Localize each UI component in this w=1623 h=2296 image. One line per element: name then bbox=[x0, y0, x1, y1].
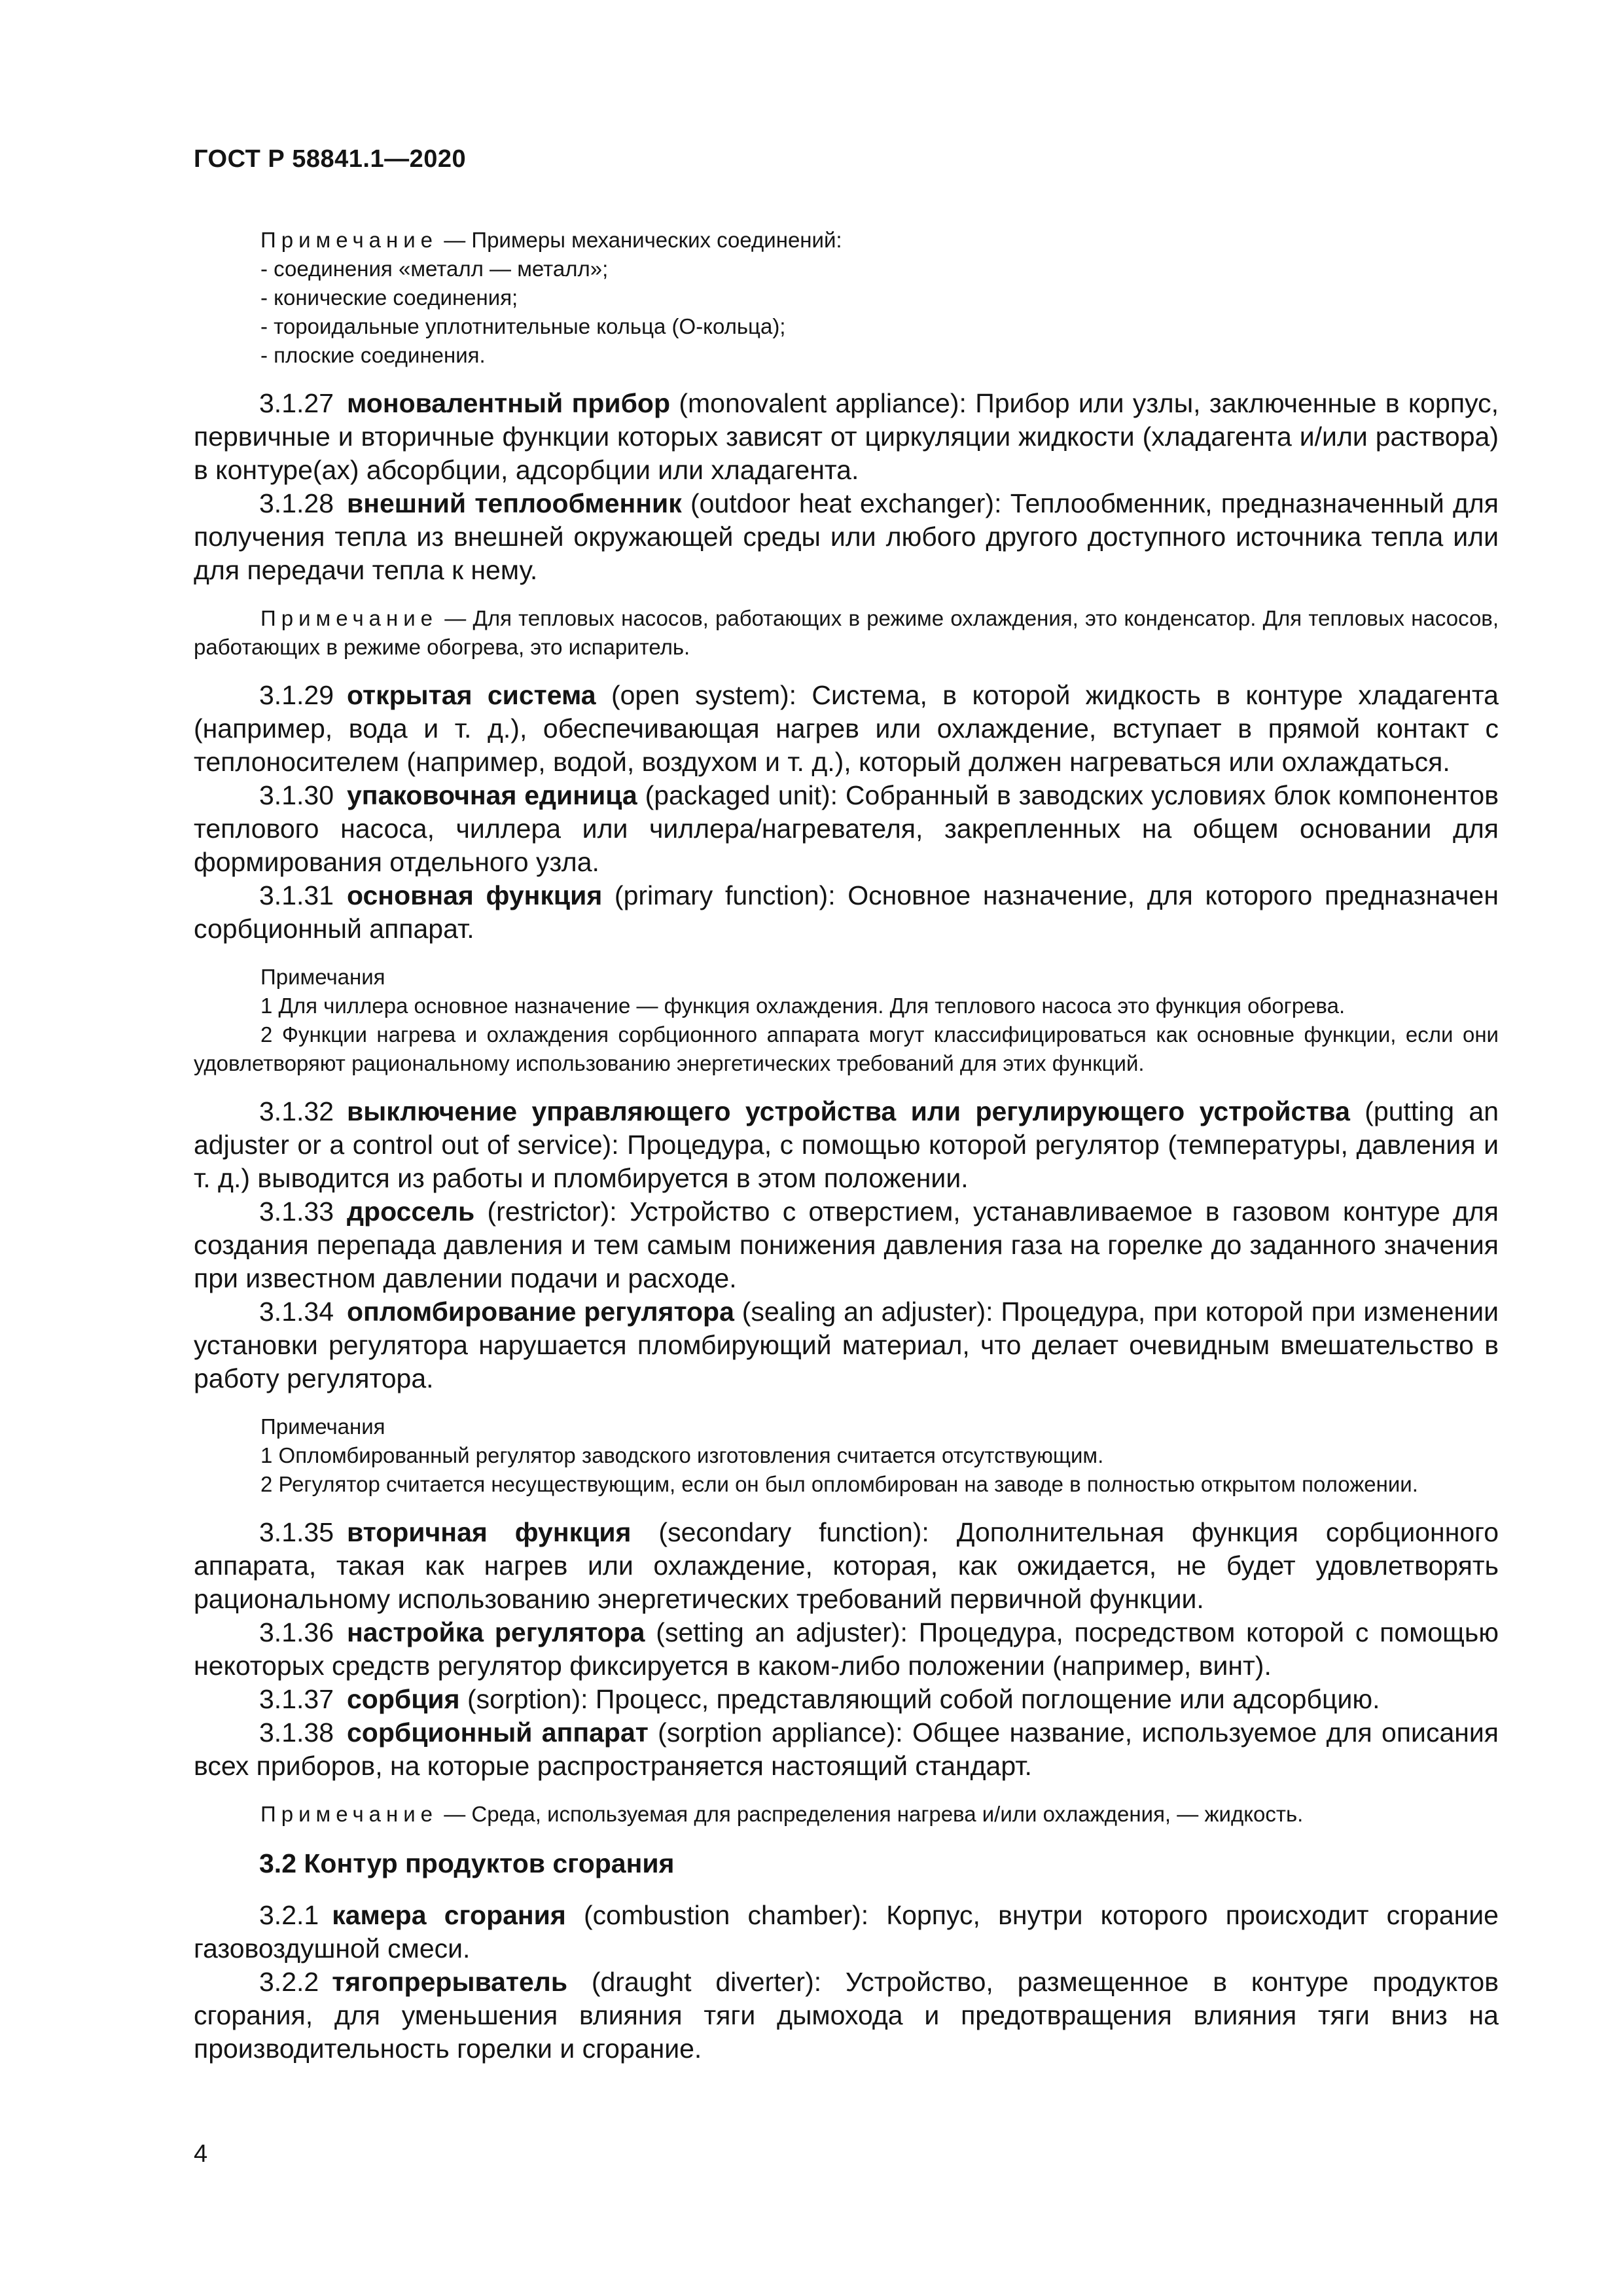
definition-3-1-33 bbox=[194, 1195, 1499, 1295]
term: выключение управляющего устройства или регулирующего устройства bbox=[347, 1096, 1350, 1126]
definition-text: (putting an adjuster or a control out of service): Процедура, с помощью которой регулятор (температуры, давления и т. д.) выводится из работы и пломбируется в этом положении. bbox=[194, 1096, 1499, 1193]
term: вторичная функция bbox=[347, 1517, 632, 1547]
definition-3-1-35 bbox=[194, 1516, 1499, 1616]
notes-3-1-34 bbox=[194, 1412, 1499, 1499]
definition-3-1-38 bbox=[194, 1716, 1499, 1783]
definition-3-2-1 bbox=[194, 1899, 1499, 1965]
clause-number: 3.1.38 bbox=[259, 1717, 334, 1748]
term: настройка регулятора bbox=[347, 1617, 645, 1647]
note-3-1-28 bbox=[194, 604, 1499, 662]
document-body bbox=[194, 226, 1499, 2066]
definition-text: (open system): Система, в которой жидкость в контуре хладагента (например, вода и т. д.), обеспечивающая нагрев или охлаждение, вступает в прямой контакт с теплоносителем (например, водой, воздухом и т. д.), который должен нагреваться или охлаждаться. bbox=[194, 680, 1499, 777]
note-label: Примечание bbox=[260, 1802, 438, 1826]
definition-text: (restrictor): Устройство с отверстием, устанавливаемое в газовом контуре для создания перепада давления и тем самым понижения давления газа на горелке до заданного значения при известном давлении подачи и расходе. bbox=[194, 1196, 1499, 1293]
notes-3-1-31 bbox=[194, 963, 1499, 1078]
list-item: - соединения «металл — металл»; bbox=[260, 257, 609, 281]
definition-3-1-30 bbox=[194, 779, 1499, 879]
section-heading: 3.2 Контур продуктов сгорания bbox=[259, 1848, 675, 1878]
term: сорбционный аппарат bbox=[347, 1717, 649, 1748]
list-item: - плоские соединения. bbox=[260, 343, 486, 367]
definition-3-1-31 bbox=[194, 879, 1499, 946]
clause-number: 3.2.1 bbox=[259, 1900, 319, 1930]
term: дроссель bbox=[347, 1196, 475, 1227]
clause-number: 3.1.30 bbox=[259, 780, 334, 810]
note-mechanical-joints bbox=[194, 226, 1499, 370]
term: камера сгорания bbox=[332, 1900, 566, 1930]
note-label: Примечание bbox=[260, 606, 438, 630]
clause-number: 3.1.37 bbox=[259, 1684, 334, 1714]
definition-3-1-29 bbox=[194, 679, 1499, 779]
page-number: 4 bbox=[194, 2140, 208, 2168]
definition-text: (packaged unit): Собранный в заводских условиях блок компонентов теплового насоса, чиллера или чиллера/нагревателя, закрепленных на общем основании для формирования отдельного узла. bbox=[194, 780, 1499, 877]
definition-text: (combustion chamber): Корпус, внутри которого происходит сгорание газовоздушной смеси. bbox=[194, 1900, 1499, 1964]
note-item: 1 Для чиллера основное назначение — функция охлаждения. Для теплового насоса это функция обогрева. bbox=[260, 994, 1346, 1018]
definition-text: (outdoor heat exchanger): Теплообменник, предназначенный для получения тепла из внешней окружающей среды или любого другого доступного источника тепла или для передачи тепла к нему. bbox=[194, 488, 1499, 585]
clause-number: 3.1.35 bbox=[259, 1517, 334, 1547]
list-item: - конические соединения; bbox=[260, 285, 518, 310]
definition-text: (setting an adjuster): Процедура, посредством которой с помощью некоторых средств регулятор фиксируется в каком-либо положении (например, винт). bbox=[194, 1617, 1499, 1681]
notes-label: Примечания bbox=[260, 1414, 385, 1439]
note-label: Примечание bbox=[260, 228, 438, 252]
definition-3-1-32 bbox=[194, 1095, 1499, 1195]
note-text: — Примеры механических соединений: bbox=[444, 228, 842, 252]
note-item: 2 Регулятор считается несуществующим, если он был опломбирован на заводе в полностью открытом положении. bbox=[260, 1472, 1418, 1496]
definition-3-1-27 bbox=[194, 387, 1499, 487]
term: тягопрерыватель bbox=[332, 1967, 568, 1997]
term: сорбция bbox=[347, 1684, 460, 1714]
term: открытая система bbox=[347, 680, 596, 710]
clause-number: 3.1.32 bbox=[259, 1096, 334, 1126]
clause-number: 3.1.33 bbox=[259, 1196, 334, 1227]
document-header: ГОСТ Р 58841.1—2020 bbox=[194, 145, 467, 173]
definition-3-1-37 bbox=[194, 1683, 1499, 1716]
definition-text: (monovalent appliance): Прибор или узлы, заключенные в корпус, первичные и вторичные функции которых зависят от циркуляции жидкости (хладагента и/или раствора) в контуре(ах) абсорбции, адсорбции или хладагента. bbox=[194, 388, 1499, 485]
term: моновалентный прибор bbox=[347, 388, 671, 418]
clause-number: 3.1.29 bbox=[259, 680, 334, 710]
list-item: - тороидальные уплотнительные кольца (О-кольца); bbox=[260, 314, 786, 338]
clause-number: 3.1.31 bbox=[259, 880, 334, 910]
note-item: 2 Функции нагрева и охлаждения сорбционного аппарата могут классифицироваться как основные функции, если они удовлетворяют рациональному использованию энергетических требований для этих функций. bbox=[194, 1022, 1499, 1075]
clause-number: 3.1.34 bbox=[259, 1297, 334, 1327]
term: опломбирование регулятора bbox=[347, 1297, 734, 1327]
note-text: — Среда, используемая для распределения нагрева и/или охлаждения, — жидкость. bbox=[444, 1802, 1304, 1826]
definition-text: (sorption appliance): Общее название, используемое для описания всех приборов, на которые распространяется настоящий стандарт. bbox=[194, 1717, 1499, 1781]
definition-3-1-28 bbox=[194, 487, 1499, 587]
definition-text: (sealing an adjuster): Процедура, при которой при изменении установки регулятора нарушается пломбирующий материал, что делает очевидным вмешательство в работу регулятора. bbox=[194, 1297, 1499, 1393]
term: упаковочная единица bbox=[347, 780, 637, 810]
definition-3-1-36 bbox=[194, 1616, 1499, 1683]
notes-label: Примечания bbox=[260, 965, 385, 989]
definition-3-1-34 bbox=[194, 1295, 1499, 1395]
clause-number: 3.1.27 bbox=[259, 388, 334, 418]
term: основная функция bbox=[347, 880, 603, 910]
clause-number: 3.1.36 bbox=[259, 1617, 334, 1647]
note-item: 1 Опломбированный регулятор заводского изготовления считается отсутствующим. bbox=[260, 1443, 1104, 1467]
definition-text: (draught diverter): Устройство, размещенное в контуре продуктов сгорания, для уменьшения влияния тяги дымохода и предотвращения влияния тяги вниз на производительность горелки и сгорание. bbox=[194, 1967, 1499, 2064]
clause-number: 3.1.28 bbox=[259, 488, 334, 518]
definition-text: (sorption): Процесс, представляющий собой поглощение или адсорбцию. bbox=[459, 1684, 1380, 1714]
note-text: — Для тепловых насосов, работающих в режиме охлаждения, это конденсатор. Для тепловых насосов, работающих в режиме обогрева, это испаритель. bbox=[194, 606, 1499, 659]
term: внешний теплообменник bbox=[347, 488, 682, 518]
definition-text: (primary function): Основное назначение, для которого предназначен сорбционный аппарат. bbox=[194, 880, 1499, 944]
definition-3-2-2 bbox=[194, 1965, 1499, 2066]
clause-number: 3.2.2 bbox=[259, 1967, 319, 1997]
definition-text: (secondary function): Дополнительная функция сорбционного аппарата, такая как нагрев или охлаждение, которая, как ожидается, не будет удовлетворять рациональному использованию энергетических требований первичной функции. bbox=[194, 1517, 1499, 1614]
note-3-1-38 bbox=[194, 1800, 1499, 1829]
